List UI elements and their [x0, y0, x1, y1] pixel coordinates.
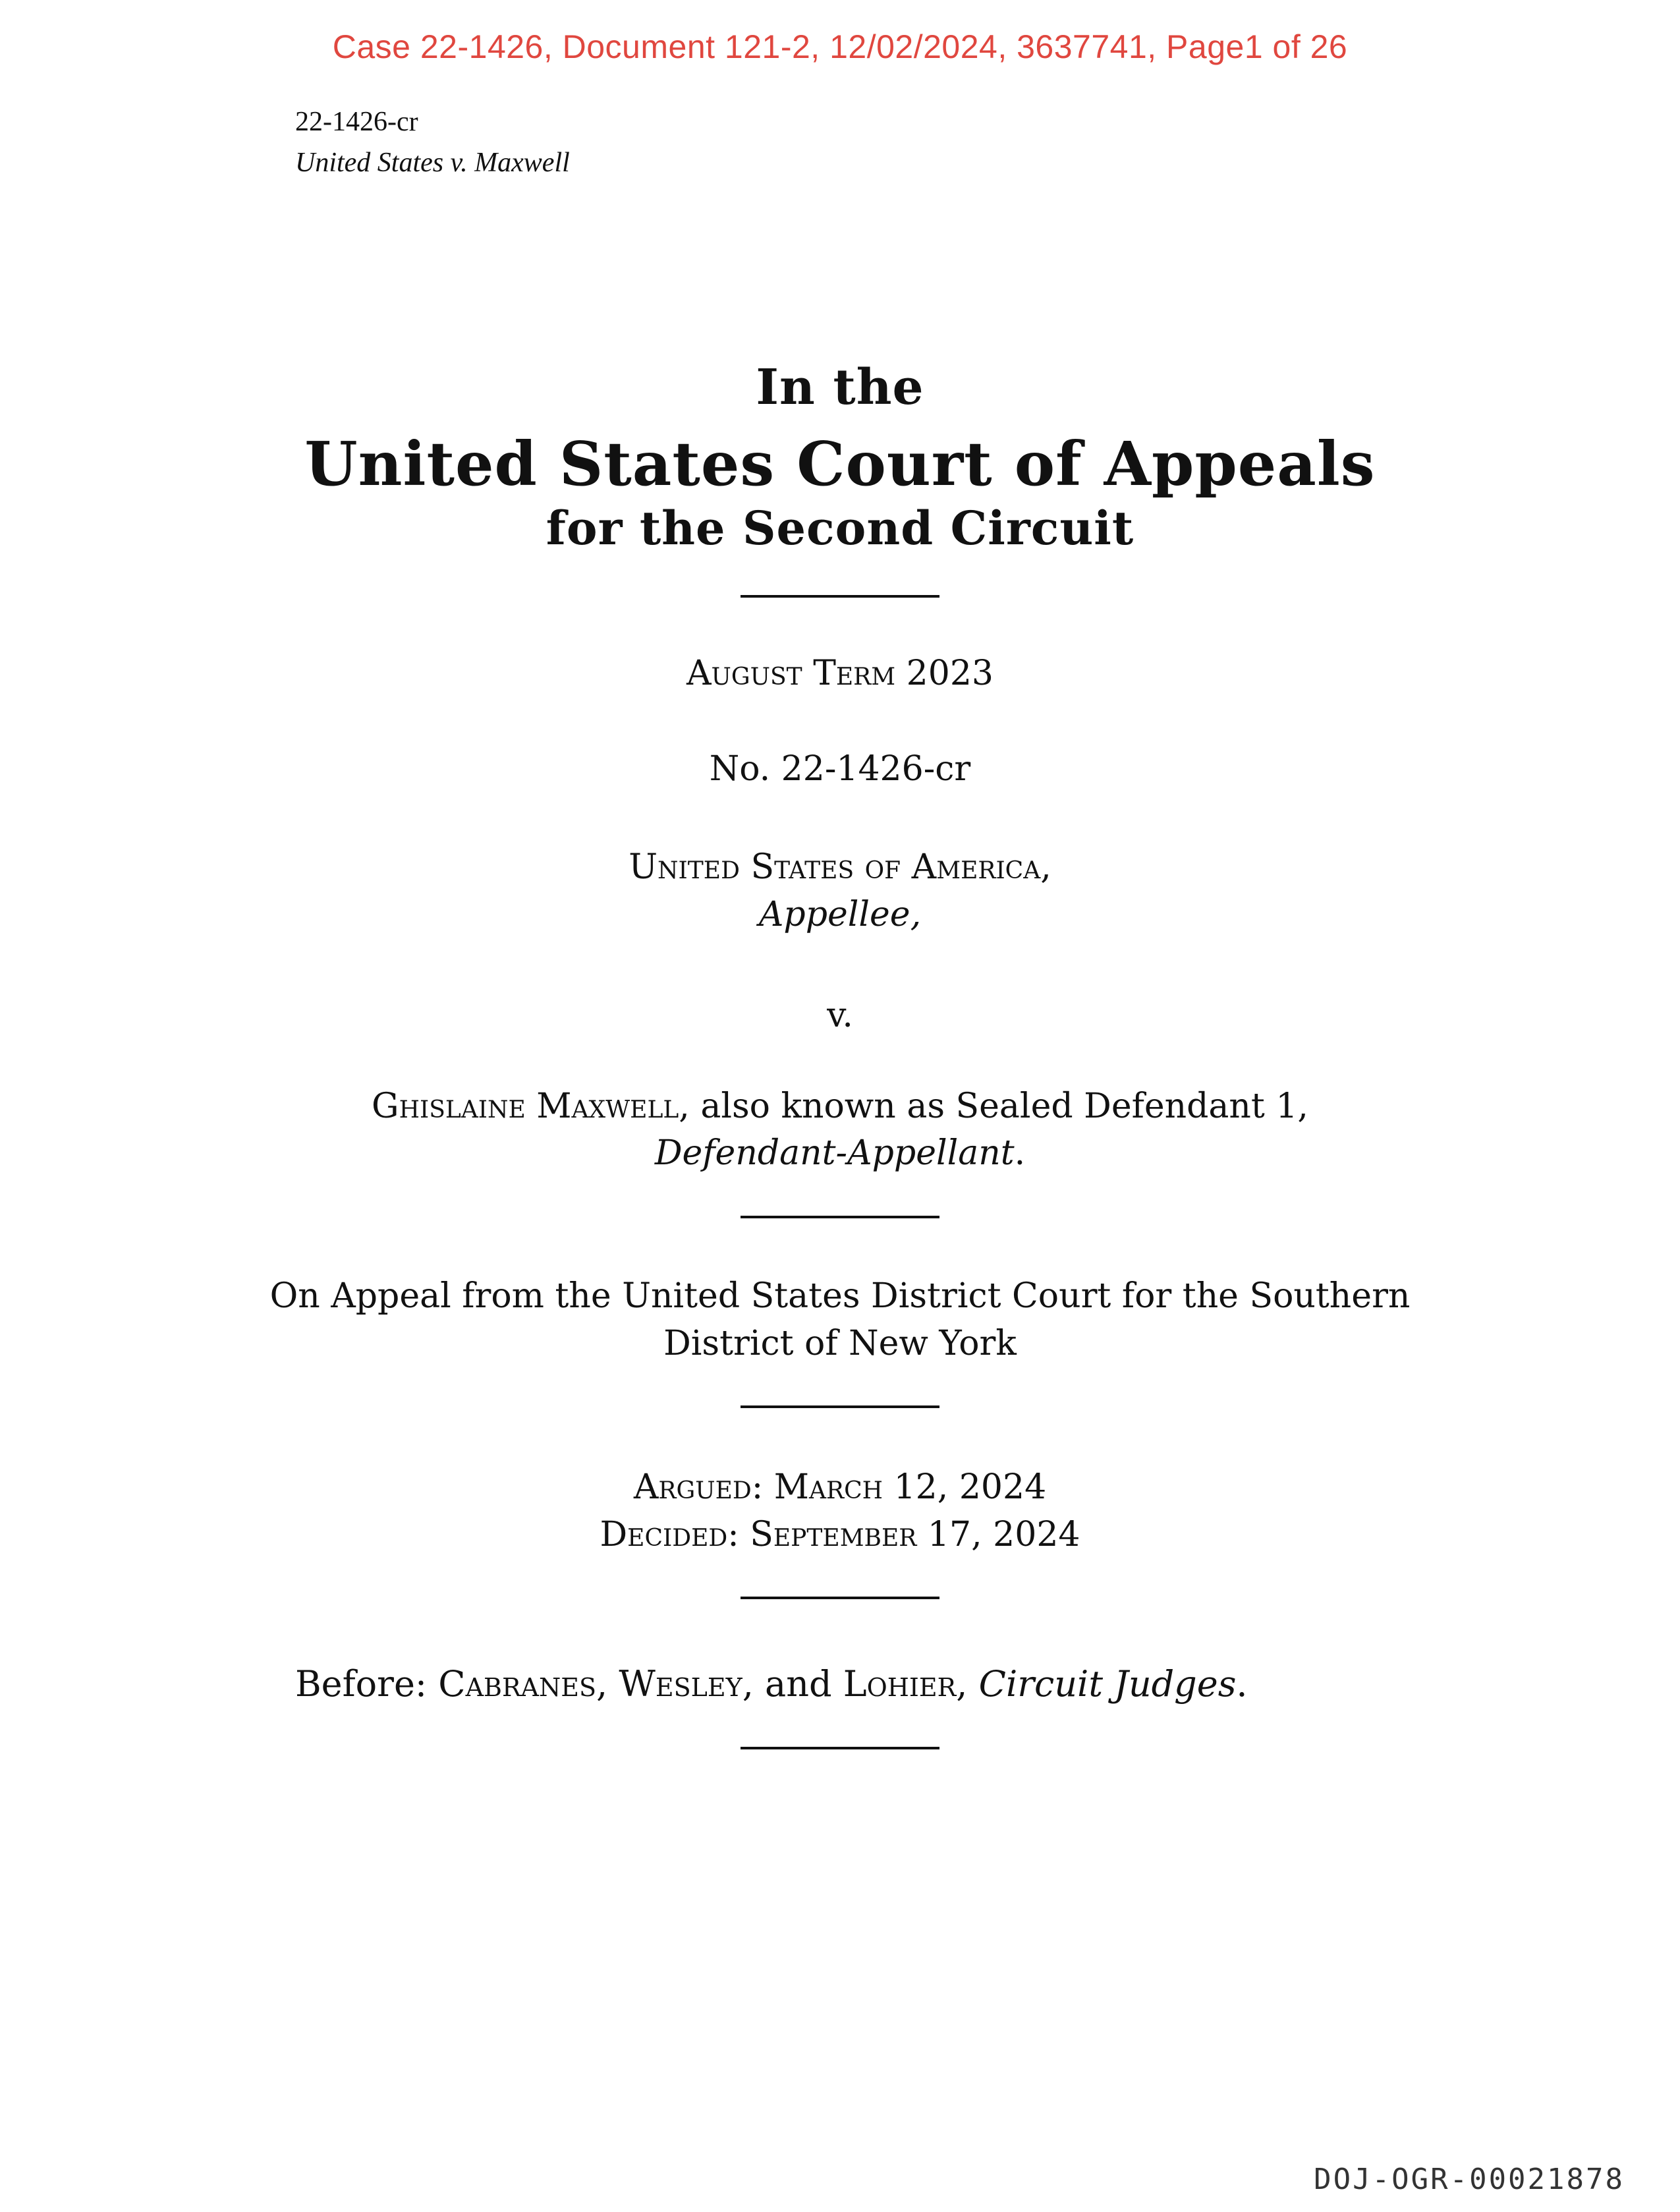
panel-separator: , and — [742, 1663, 843, 1705]
argued-value: March 12, 2024 — [763, 1467, 1047, 1507]
decided-value: September 17, 2024 — [739, 1515, 1080, 1554]
appeal-from-line2: District of New York — [663, 1324, 1017, 1363]
court-heading-line2: United States Court of Appeals — [304, 428, 1376, 499]
docket-block — [295, 101, 570, 183]
divider-rule — [741, 595, 939, 598]
panel-title: Circuit Judges — [978, 1663, 1237, 1705]
court-heading-line1: In the — [756, 359, 924, 416]
argued-date — [0, 1463, 1680, 1511]
case-caption: United States v. Maxwell — [295, 148, 570, 178]
court-heading-line3: for the Second Circuit — [546, 501, 1134, 555]
decided-date — [0, 1511, 1680, 1558]
appellant-aka: also known as Sealed Defendant 1, — [689, 1087, 1308, 1126]
panel-separator: , — [956, 1663, 979, 1705]
docket-number: 22-1426-cr — [295, 107, 418, 137]
term: August Term 2023 — [686, 654, 994, 693]
appellee-name: United States of America, — [629, 847, 1051, 887]
versus: v. — [827, 996, 853, 1035]
decided-label: Decided: — [600, 1515, 739, 1554]
bates-number: DOJ-OGR-00021878 — [1314, 2163, 1625, 2196]
appellant-role-punct: . — [1014, 1133, 1026, 1173]
appellant-line — [0, 1083, 1680, 1130]
panel-line — [295, 1660, 1248, 1708]
panel-separator: , — [596, 1663, 619, 1705]
appellant-role-line — [0, 1129, 1680, 1177]
appellee-role: Appellee, — [758, 895, 922, 934]
case-number: No. 22-1426-cr — [709, 749, 971, 789]
appellant-role: Defendant-Appellant — [654, 1133, 1015, 1173]
panel-prefix: Before: — [295, 1663, 439, 1705]
judge-cabranes: Cabranes — [438, 1663, 597, 1705]
divider-rule — [741, 1405, 939, 1408]
appeal-from-line1: On Appeal from the United States District Court for the Southern — [269, 1276, 1411, 1316]
case-header-stamp: Case 22-1426, Document 121-2, 12/02/2024, 3637741, Page1 of 26 — [332, 28, 1348, 65]
argued-label: Argued: — [633, 1467, 764, 1507]
judge-wesley: Wesley — [619, 1663, 742, 1705]
divider-rule — [741, 1747, 939, 1749]
divider-rule — [741, 1597, 939, 1599]
panel-end: . — [1236, 1663, 1248, 1705]
divider-rule — [741, 1216, 939, 1218]
appellant-name: Ghislaine Maxwell, — [372, 1087, 690, 1126]
judge-lohier: Lohier — [843, 1663, 957, 1705]
